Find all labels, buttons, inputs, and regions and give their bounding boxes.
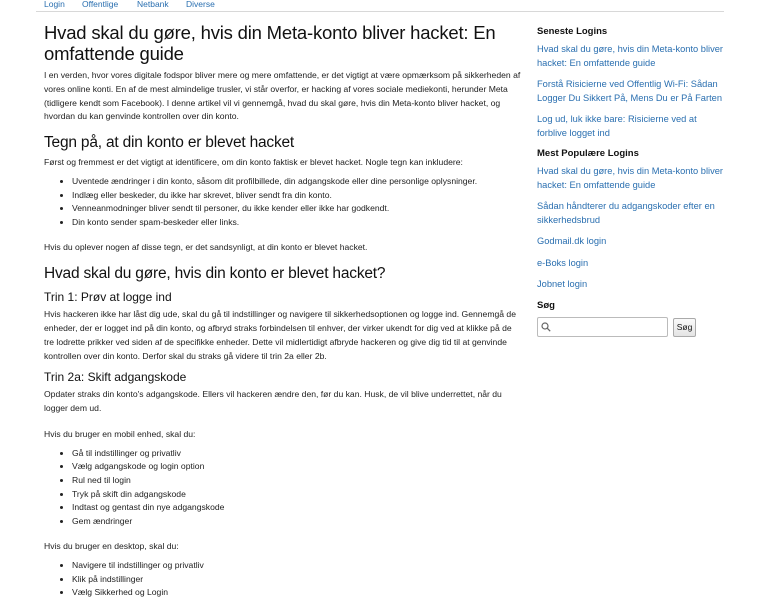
- recent-link-public-wifi[interactable]: Forstå Risicierne ved Offentlig Wi-Fi: Sådan Logger Du Sikkert På, Mens Du er På Farten: [537, 79, 722, 103]
- step2a-heading: Trin 2a: Skift adgangskode: [44, 370, 187, 385]
- mobile-intro: Hvis du bruger en mobil enhed, skal du:: [44, 428, 196, 439]
- step1-heading: Trin 1: Prøv at logge ind: [44, 290, 172, 305]
- search-form: [537, 317, 727, 339]
- popular-link-password-breach[interactable]: Sådan håndterer du adgangskoder efter en sikkerhedsbrud: [537, 201, 715, 225]
- popular-link-eboks[interactable]: e-Boks login: [537, 257, 589, 268]
- list-item: • Gå til indstillinger og privatliv: [72, 447, 522, 461]
- list-item: • Din konto sender spam-beskeder eller links.: [72, 216, 522, 230]
- popular-link-meta-hacked[interactable]: Hvad skal du gøre, hvis din Meta-konto bliver hacket: En omfattende guide: [537, 166, 724, 190]
- search-input[interactable]: [537, 317, 668, 337]
- section-heading-what-to-do: Hvad skal du gøre, hvis din konto er blevet hacket?: [44, 265, 386, 283]
- list-item: • Uventede ændringer i din konto, såsom dit profilbillede, din adgangskode eller dine personlige oplysninger.: [72, 175, 522, 189]
- list-item: • Venneanmodninger bliver sendt til personer, du ikke kender eller ikke har godkendt.: [72, 202, 522, 216]
- section-heading-signs: Tegn på, at din konto er blevet hacket: [44, 134, 295, 152]
- search-button[interactable]: Søg: [673, 318, 696, 337]
- list-item: • Indtast og gentast din nye adgangskode: [72, 501, 522, 515]
- nav-item-netbank[interactable]: Netbank: [137, 0, 169, 9]
- list-item: • Klik på indstillinger: [72, 573, 522, 587]
- article-title: Hvad skal du gøre, hvis din Meta-konto bliver hacket: En omfattende guide: [44, 22, 496, 64]
- desktop-intro: Hvis du bruger en desktop, skal du:: [44, 541, 179, 552]
- recent-link-log-out[interactable]: Log ud, luk ikke bare: Risicierne ved at forblive logget ind: [537, 114, 697, 138]
- top-navigation: [0, 0, 760, 12]
- nav-item-diverse[interactable]: Diverse: [186, 0, 215, 9]
- section-signs-text: Først og fremmest er det vigtigt at identificere, om din konto faktisk er blevet hacket. Nogle tegn kan inkludere:: [44, 157, 463, 168]
- mobile-steps-list: [72, 447, 522, 529]
- recent-link-meta-hacked[interactable]: Hvad skal du gøre, hvis din Meta-konto bliver hacket: En omfattende guide: [537, 44, 724, 68]
- recent-logins-heading: Seneste Logins: [537, 26, 608, 37]
- list-item: • Tryk på skift din adgangskode: [72, 488, 522, 502]
- signs-list: [72, 175, 522, 229]
- step2a-text: Opdater straks din konto's adgangskode. Ellers vil hackeren ændre den, før du kan. Husk, de vil blive underrettet, når du logger dem ud.: [44, 389, 502, 414]
- step1-text: Hvis hackeren ikke har låst dig ude, skal du gå til indstillinger og navigere til sikkerhedsoptionen og logge ind. Gennemgå de enheder, der er logget ind på din konto, og afbryd straks forbindelsen til enhver, der virker ukendt for dig ved at klikke på de tre lodrette prikker ved siden af de specifikke enheder. Dette vil midlertidigt afbryde hackeren og give dig tid til at genvinde kontrollen over din konto. Derfor skal du straks gå videre til trin 2a eller 2b.: [44, 309, 516, 361]
- list-item: • Rul ned til login: [72, 474, 522, 488]
- sidebar: [537, 26, 727, 344]
- list-item: • Gem ændringer: [72, 515, 522, 529]
- nav-item-offentlige[interactable]: Offentlige: [82, 0, 119, 9]
- list-item: • Vælg adgangskode og login option: [72, 460, 522, 474]
- list-item: • Navigere til indstillinger og privatliv: [72, 559, 522, 573]
- nav-item-login[interactable]: Login: [44, 0, 65, 9]
- popular-logins-section: [537, 148, 727, 292]
- search-section: [537, 300, 727, 339]
- popular-logins-heading: Mest Populære Logins: [537, 148, 639, 159]
- recent-logins-section: [537, 26, 727, 140]
- list-item: • Indlæg eller beskeder, du ikke har skrevet, bliver sendt fra din konto.: [72, 189, 522, 203]
- article-content: [44, 22, 522, 600]
- popular-link-godmail[interactable]: Godmail.dk login: [537, 236, 607, 246]
- search-icon: [541, 322, 551, 332]
- signs-conclusion: Hvis du oplever nogen af disse tegn, er det sandsynligt, at din konto er blevet hacket.: [44, 242, 368, 253]
- popular-link-jobnet[interactable]: Jobnet login: [537, 279, 588, 289]
- search-heading: Søg: [537, 299, 555, 311]
- article-intro: I en verden, hvor vores digitale fodspor bliver mere og mere omfattende, er det vigtigt at være opmærksom på sikkerheden af vores online konti. En af de mest almindelige trusler, vi står overfor, er hacking af vores sociale mediekonti, herunder Meta (tidligere kendt som Facebook). I denne artikel vil vi gennemgå, hvad du skal gøre, hvis din Meta-konto bliver hacket, og hvordan du kan genvinde kontrollen over din konto.: [44, 70, 521, 122]
- desktop-steps-list: [72, 559, 522, 600]
- list-item: • Vælg Sikkerhed og Login: [72, 586, 522, 600]
- top-navigation-bar: [36, 0, 724, 12]
